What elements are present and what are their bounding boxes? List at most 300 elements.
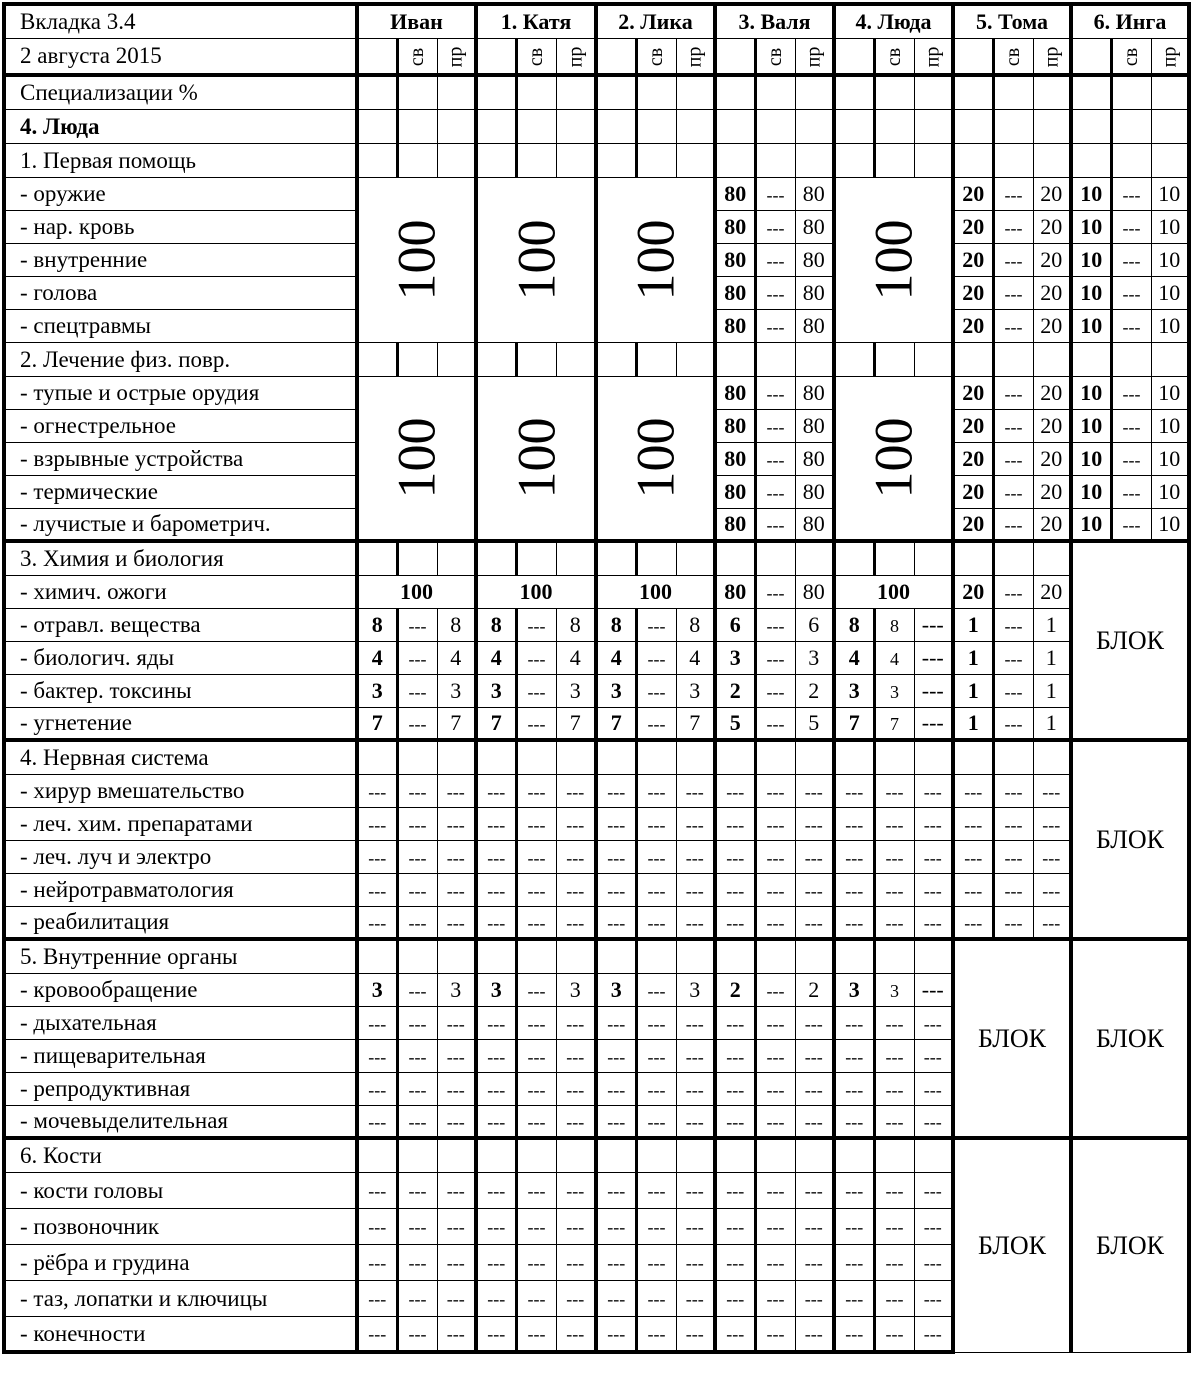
- value-cell: [1151, 376, 1189, 409]
- value-cell: [1033, 210, 1071, 243]
- dash-cell: [556, 1316, 596, 1352]
- value-cell: [1151, 210, 1189, 243]
- value-cell: [596, 973, 636, 1006]
- empty-cell: [397, 342, 437, 376]
- empty-cell: [1033, 75, 1071, 109]
- empty-cell: [795, 1138, 834, 1172]
- value-cell-text: ---: [921, 644, 944, 670]
- item-label: [4, 1172, 357, 1208]
- sub-header-empty: [1071, 38, 1111, 75]
- dash-cell: [636, 1105, 676, 1138]
- value-cell: [1033, 475, 1071, 508]
- value-cell: [1033, 641, 1071, 674]
- value-cell: [715, 243, 755, 276]
- value-cell: [755, 409, 795, 442]
- dash-cell: [636, 906, 676, 939]
- sub-header-sv: [993, 38, 1033, 75]
- value-cell: [437, 707, 476, 740]
- dash-cell: [715, 1172, 755, 1208]
- dash-cell: [596, 840, 636, 873]
- dash-cell-text: ---: [408, 880, 427, 901]
- dash-cell-text: ---: [845, 847, 864, 868]
- value-cell-text: ---: [1122, 316, 1141, 337]
- empty-cell: [437, 75, 476, 109]
- dash-cell: [516, 1172, 556, 1208]
- empty-cell: [516, 1138, 556, 1172]
- empty-cell: [874, 342, 914, 376]
- value-cell-text: ---: [766, 416, 785, 437]
- sub-header-pr: [914, 38, 953, 75]
- empty-cell: [397, 541, 437, 575]
- dash-cell: [476, 840, 516, 873]
- value-cell: [953, 376, 993, 409]
- empty-cell: [874, 75, 914, 109]
- item-label: [4, 608, 357, 641]
- value-cell-text: ---: [766, 316, 785, 337]
- section-title-row: [4, 1138, 1189, 1172]
- value-cell-text: 80: [724, 510, 747, 536]
- value-cell: [795, 177, 834, 210]
- dash-cell: [397, 807, 437, 840]
- value-cell-text: 8: [371, 611, 383, 637]
- sub-header-empty: [476, 38, 516, 75]
- value-cell: [516, 608, 556, 641]
- dash-cell-text: ---: [885, 814, 904, 835]
- value-cell-text: ---: [921, 976, 944, 1002]
- dash-cell: [437, 873, 476, 906]
- dash-cell-text: ---: [446, 1181, 465, 1201]
- empty-cell: [516, 143, 556, 177]
- dash-cell: [397, 774, 437, 807]
- empty-cell: [596, 1138, 636, 1172]
- dash-cell-text: ---: [845, 1013, 864, 1034]
- dash-cell: [676, 1316, 715, 1352]
- dash-cell: [914, 1172, 953, 1208]
- dash-cell-text: ---: [845, 1324, 864, 1345]
- value-cell: [953, 707, 993, 740]
- value-cell-text: ---: [766, 283, 785, 304]
- item-label: [4, 1072, 357, 1105]
- header-sub-row: [4, 38, 1189, 75]
- dash-cell: [755, 1316, 795, 1352]
- dash-cell: [556, 1105, 596, 1138]
- dash-cell: [953, 906, 993, 939]
- dash-cell-text: ---: [845, 1253, 864, 1273]
- dash-cell-text: ---: [804, 1111, 823, 1132]
- empty-cell: [596, 740, 636, 774]
- dash-cell: [676, 1006, 715, 1039]
- value-cell: [1071, 442, 1111, 475]
- dash-cell-text: ---: [446, 847, 465, 868]
- dash-cell: [676, 1039, 715, 1072]
- dash-cell: [357, 840, 397, 873]
- value-cell-text: ---: [527, 980, 546, 1001]
- value-cell-text: 4: [569, 644, 581, 670]
- dash-cell-text: ---: [527, 1046, 546, 1067]
- dash-cell-text: ---: [923, 1324, 942, 1345]
- section-title-row: [4, 143, 1189, 177]
- dash-cell: [636, 774, 676, 807]
- dash-cell: [476, 873, 516, 906]
- dash-cell-text: ---: [647, 1217, 666, 1237]
- value-cell: [795, 309, 834, 342]
- dash-cell-text: ---: [566, 1324, 585, 1345]
- value-cell: [1033, 707, 1071, 740]
- merged-100-cell-text: 100: [863, 417, 924, 499]
- dash-cell: [914, 906, 953, 939]
- value-cell-text: 3: [890, 681, 899, 702]
- dash-cell: [397, 1072, 437, 1105]
- value-cell-text: ---: [527, 615, 546, 636]
- value-cell-text: 8: [610, 611, 622, 637]
- value-cell-text: 3: [610, 976, 622, 1002]
- value-cell: [715, 177, 755, 210]
- item-label: [4, 409, 357, 442]
- item-label-text: - спецтравмы: [20, 313, 151, 338]
- dash-cell-text: ---: [766, 1046, 785, 1067]
- sub-header-sv-text: св: [1002, 47, 1025, 66]
- sub-header-pr: [795, 38, 834, 75]
- dash-cell: [516, 873, 556, 906]
- dash-cell: [397, 1039, 437, 1072]
- value-cell: [596, 674, 636, 707]
- value-cell-text: 7: [450, 709, 462, 735]
- empty-cell: [834, 109, 874, 143]
- dash-cell: [556, 1172, 596, 1208]
- dash-cell: [596, 1208, 636, 1244]
- dash-cell: [556, 1039, 596, 1072]
- value-cell-text: 80: [802, 412, 825, 438]
- dash-cell-text: ---: [766, 1079, 785, 1100]
- dash-cell-text: ---: [607, 1111, 626, 1132]
- empty-cell: [676, 1138, 715, 1172]
- empty-cell: [596, 109, 636, 143]
- dash-cell: [437, 1172, 476, 1208]
- dash-cell-text: ---: [408, 1046, 427, 1067]
- dash-cell-text: ---: [923, 880, 942, 901]
- empty-cell: [636, 939, 676, 973]
- merged-100-cell: [834, 177, 953, 342]
- value-cell: [1033, 177, 1071, 210]
- dash-cell-text: ---: [1004, 912, 1023, 933]
- value-cell: [1071, 309, 1111, 342]
- sub-header-pr-text: пр: [921, 46, 944, 68]
- empty-cell: [1151, 342, 1189, 376]
- value-cell: [516, 973, 556, 1006]
- dash-cell: [556, 906, 596, 939]
- dash-cell: [914, 807, 953, 840]
- value-cell: [755, 674, 795, 707]
- value-cell: [676, 608, 715, 641]
- dash-cell-text: ---: [766, 781, 785, 802]
- dash-cell: [1033, 807, 1071, 840]
- value-cell-text: 3: [490, 677, 502, 703]
- dash-cell-text: ---: [647, 1046, 666, 1067]
- dash-cell-text: ---: [964, 847, 983, 868]
- item-label: [4, 177, 357, 210]
- value-cell-text: ---: [647, 648, 666, 669]
- value-cell-text: ---: [1004, 316, 1023, 337]
- value-cell: [755, 973, 795, 1006]
- value-cell: [357, 608, 397, 641]
- dash-cell: [874, 1039, 914, 1072]
- item-label: [4, 1006, 357, 1039]
- value-cell-text: 3: [371, 677, 383, 703]
- dash-cell-text: ---: [845, 1046, 864, 1067]
- value-cell: [1111, 309, 1151, 342]
- dash-cell-text: ---: [766, 912, 785, 933]
- dash-cell-text: ---: [726, 1253, 745, 1273]
- value-cell: [715, 973, 755, 1006]
- value-cell: [993, 243, 1033, 276]
- dash-cell: [636, 1172, 676, 1208]
- dash-cell: [914, 1208, 953, 1244]
- value-cell: [993, 674, 1033, 707]
- value-cell-text: ---: [1122, 250, 1141, 271]
- dash-cell: [834, 906, 874, 939]
- dash-cell-text: ---: [607, 814, 626, 835]
- value-cell: [834, 674, 874, 707]
- dash-cell-text: ---: [368, 912, 387, 933]
- value-cell-text: 80: [724, 379, 747, 405]
- section-item-row: [4, 608, 1189, 641]
- value-cell-text: ---: [766, 449, 785, 470]
- dash-cell-text: ---: [647, 1079, 666, 1100]
- value-cell: [953, 641, 993, 674]
- dash-cell-text: ---: [527, 847, 546, 868]
- value-cell-text: ---: [1122, 283, 1141, 304]
- value-cell: [914, 973, 953, 1006]
- dash-cell: [676, 1172, 715, 1208]
- value-cell: [556, 608, 596, 641]
- dash-cell: [993, 840, 1033, 873]
- value-cell: [596, 641, 636, 674]
- value-cell-text: ---: [766, 713, 785, 734]
- empty-cell: [795, 740, 834, 774]
- value-cell: [993, 442, 1033, 475]
- value-cell-text: ---: [1122, 482, 1141, 503]
- value-cell: [755, 475, 795, 508]
- dash-cell-text: ---: [766, 880, 785, 901]
- value-cell: [1151, 508, 1189, 541]
- dash-cell: [795, 1072, 834, 1105]
- value-cell: [795, 376, 834, 409]
- dash-cell: [437, 1006, 476, 1039]
- value-cell-text: 20: [1040, 379, 1063, 405]
- value-cell: [437, 608, 476, 641]
- dash-cell-text: ---: [726, 781, 745, 802]
- value-cell-text: 80: [724, 279, 747, 305]
- empty-cell: [1111, 342, 1151, 376]
- empty-cell: [397, 109, 437, 143]
- empty-cell: [993, 740, 1033, 774]
- dash-cell: [397, 873, 437, 906]
- value-cell-text: 10: [1080, 312, 1103, 338]
- empty-cell: [516, 109, 556, 143]
- item-label: [4, 641, 357, 674]
- dash-cell-text: ---: [446, 1111, 465, 1132]
- dash-cell: [357, 1105, 397, 1138]
- empty-cell: [596, 143, 636, 177]
- empty-cell: [636, 541, 676, 575]
- value-cell-text: ---: [647, 681, 666, 702]
- blok-cell: [953, 1138, 1071, 1352]
- empty-cell: [795, 109, 834, 143]
- item-label: [4, 575, 357, 608]
- value-cell: [755, 243, 795, 276]
- item-label-text: - леч. хим. препаратами: [20, 811, 253, 836]
- value-cell: [636, 641, 676, 674]
- empty-cell: [676, 109, 715, 143]
- dash-cell: [357, 1072, 397, 1105]
- dash-cell: [715, 873, 755, 906]
- value-cell: [1151, 409, 1189, 442]
- dash-cell: [874, 1316, 914, 1352]
- dash-cell-text: ---: [647, 1253, 666, 1273]
- value-cell-text: 2: [729, 677, 741, 703]
- section-title-row: [4, 541, 1189, 575]
- value-cell-text: 20: [962, 180, 985, 206]
- dash-cell-text: ---: [766, 1289, 785, 1309]
- empty-cell: [755, 75, 795, 109]
- dash-cell-text: ---: [607, 1046, 626, 1067]
- section-title-row: [4, 342, 1189, 376]
- dash-cell: [795, 840, 834, 873]
- value-cell: [755, 309, 795, 342]
- value-cell: [993, 309, 1033, 342]
- item-label-text: - нар. кровь: [20, 214, 135, 239]
- dash-cell: [596, 1105, 636, 1138]
- value-cell-text: 80: [724, 180, 747, 206]
- dash-cell: [874, 1244, 914, 1280]
- value-cell-text: 10: [1158, 379, 1181, 405]
- dash-cell-text: ---: [923, 1253, 942, 1273]
- sub-header-pr-text: пр: [1040, 46, 1063, 68]
- value-cell: [953, 575, 993, 608]
- dash-cell-text: ---: [766, 1324, 785, 1345]
- dash-cell-text: ---: [1042, 912, 1061, 933]
- dash-cell: [755, 906, 795, 939]
- value-cell: [556, 641, 596, 674]
- value-cell-text: 80: [802, 445, 825, 471]
- dash-cell-text: ---: [964, 912, 983, 933]
- person-header: [476, 4, 596, 38]
- dash-cell: [516, 1316, 556, 1352]
- dash-cell-text: ---: [804, 1181, 823, 1201]
- intro-label: [4, 109, 357, 143]
- empty-cell: [993, 75, 1033, 109]
- dash-cell-text: ---: [527, 912, 546, 933]
- value-cell-text: 7: [890, 713, 899, 734]
- value-cell-text: 20: [1040, 312, 1063, 338]
- value-cell: [795, 575, 834, 608]
- dash-cell-text: ---: [885, 1013, 904, 1034]
- sub-header-pr: [676, 38, 715, 75]
- empty-cell: [755, 342, 795, 376]
- value-cell: [795, 973, 834, 1006]
- dash-cell-text: ---: [446, 912, 465, 933]
- value-cell: [755, 276, 795, 309]
- empty-cell: [676, 342, 715, 376]
- empty-cell: [676, 143, 715, 177]
- dash-cell: [874, 1280, 914, 1316]
- value-cell: [715, 674, 755, 707]
- value-cell: [993, 707, 1033, 740]
- section-item-row: [4, 807, 1189, 840]
- value-cell-text: ---: [921, 709, 944, 735]
- value-cell: [715, 442, 755, 475]
- merged-value-cell-text: 100: [639, 578, 672, 604]
- dash-cell-text: ---: [923, 847, 942, 868]
- dash-cell: [437, 1072, 476, 1105]
- empty-cell: [1111, 109, 1151, 143]
- dash-cell-text: ---: [804, 814, 823, 835]
- empty-cell: [476, 143, 516, 177]
- value-cell-text: ---: [766, 681, 785, 702]
- dash-cell: [755, 1039, 795, 1072]
- dash-cell: [715, 1280, 755, 1316]
- value-cell-text: 20: [962, 246, 985, 272]
- empty-cell: [953, 740, 993, 774]
- dash-cell: [874, 774, 914, 807]
- dash-cell-text: ---: [487, 1289, 506, 1309]
- value-cell-text: 4: [689, 644, 701, 670]
- dash-cell-text: ---: [408, 781, 427, 802]
- value-cell-text: 8: [569, 611, 581, 637]
- empty-cell: [1151, 143, 1189, 177]
- dash-cell: [914, 1280, 953, 1316]
- item-label-text: - внутренние: [20, 247, 148, 272]
- dash-cell-text: ---: [726, 847, 745, 868]
- dash-cell-text: ---: [726, 1289, 745, 1309]
- item-label-text: - термические: [20, 479, 158, 504]
- dash-cell-text: ---: [487, 814, 506, 835]
- dash-cell: [516, 906, 556, 939]
- dash-cell: [715, 1244, 755, 1280]
- empty-cell: [357, 75, 397, 109]
- dash-cell-text: ---: [487, 912, 506, 933]
- dash-cell: [834, 1172, 874, 1208]
- dash-cell-text: ---: [408, 1079, 427, 1100]
- section-item-row: [4, 840, 1189, 873]
- dash-cell: [715, 807, 755, 840]
- empty-cell: [1151, 109, 1189, 143]
- value-cell: [676, 641, 715, 674]
- section-title: [4, 740, 357, 774]
- value-cell-text: 20: [962, 312, 985, 338]
- empty-cell: [556, 740, 596, 774]
- value-cell-text: 7: [569, 709, 581, 735]
- empty-cell: [437, 541, 476, 575]
- value-cell: [953, 276, 993, 309]
- dash-cell-text: ---: [845, 1289, 864, 1309]
- value-cell-text: ---: [1122, 383, 1141, 404]
- value-cell-text: 80: [724, 213, 747, 239]
- dash-cell-text: ---: [527, 1181, 546, 1201]
- value-cell: [1151, 442, 1189, 475]
- dash-cell: [437, 774, 476, 807]
- value-cell: [755, 608, 795, 641]
- value-cell-text: ---: [766, 514, 785, 535]
- value-cell: [715, 409, 755, 442]
- dash-cell: [755, 1172, 795, 1208]
- dash-cell-text: ---: [766, 814, 785, 835]
- value-cell-text: 80: [724, 246, 747, 272]
- empty-cell: [397, 740, 437, 774]
- value-cell: [795, 508, 834, 541]
- empty-cell: [993, 109, 1033, 143]
- value-cell-text: ---: [766, 184, 785, 205]
